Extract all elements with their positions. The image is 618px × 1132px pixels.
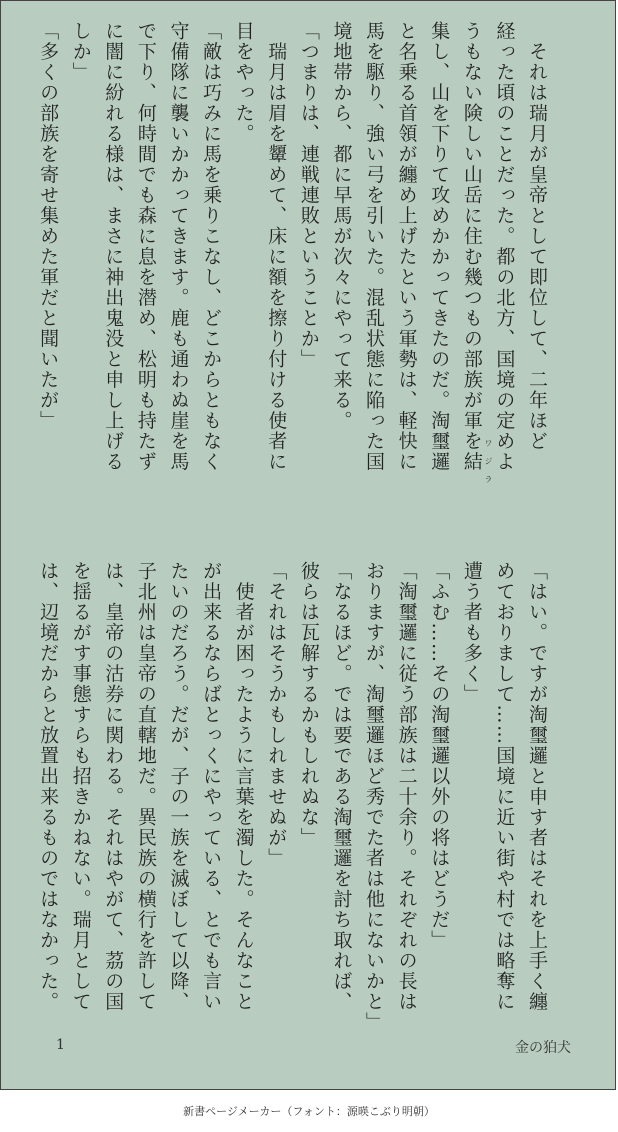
text-column: が出来るならばとっくにやっている、とでも言い bbox=[200, 561, 223, 1012]
text-column: で下り、何時間でも森に息を潜め、松明も持たず bbox=[134, 21, 157, 472]
text-column: 守備隊に襲いかかってきます。鹿も通わぬ崖を馬 bbox=[167, 21, 190, 472]
lower-text-block bbox=[32, 561, 554, 1033]
text-column: 馬を駆り、強い弓を引いた。混乱状態に陥った国 bbox=[363, 21, 386, 472]
text-column: 「敵は巧みに馬を乗りこなし、どこからともなく bbox=[200, 21, 223, 472]
text-column: 「つまりは、連戦連敗ということか」 bbox=[297, 21, 320, 370]
text-column: 境地帯から、都に早馬が次々にやって来る。 bbox=[330, 21, 353, 431]
text-column: それは瑞月が皇帝として即位して、二年ほど bbox=[526, 21, 548, 452]
text-column: 目をやった。 bbox=[232, 21, 255, 144]
text-column: は、皇帝の沽券に関わる。それはやがて、茘の国 bbox=[102, 561, 125, 1012]
text-column: 遭う者も多く」 bbox=[460, 561, 483, 705]
text-column: 「多くの部族を寄せ集めた軍だと聞いたが」 bbox=[37, 21, 60, 431]
text-column: うもない険しい山岳に住む幾つもの部族が軍を結 bbox=[460, 21, 483, 472]
text-column: 瑞月は眉を顰めて、床に額を擦り付ける使者に bbox=[265, 21, 288, 472]
text-column: たいのだろう。だが、子の一族を滅ぼして以降、 bbox=[167, 561, 190, 1012]
text-column: 「淘璽邏に従う部族は二十余り。それぞれの長は bbox=[395, 561, 418, 1012]
text-column: しか」 bbox=[69, 21, 92, 83]
text-column: 「ふむ……その淘璽邏以外の将はどうだ」 bbox=[428, 561, 451, 951]
text-column: は、辺境だからと放置出来るものではなかった。 bbox=[37, 561, 60, 1012]
text-column: 集し、山を下りて攻めかかってきたのだ。淘璽邏 bbox=[428, 21, 451, 472]
ruby-annotation: ワジラ bbox=[484, 439, 493, 493]
text-column: に闇に紛れる様は、まさに神出鬼没と申し上げる bbox=[102, 21, 125, 472]
text-column: 「なるほど。では要である淘璽邏を討ち取れば、 bbox=[330, 561, 353, 1012]
book-title: 金の狛犬 bbox=[515, 1040, 571, 1056]
page-number: 1 bbox=[56, 1037, 65, 1053]
text-column: と名乗る首領が纏め上げたという軍勢は、軽快に bbox=[395, 21, 418, 472]
text-column: 経った頃のことだった。都の北方、国境の定めよ bbox=[493, 21, 516, 472]
text-column: を揺るがす事態すらも招きかねない。瑞月として bbox=[69, 561, 92, 1012]
text-column: 「はい。ですが淘璽邏と申す者はそれを上手く纏 bbox=[526, 561, 548, 1012]
text-column: 使者が困ったように言葉を濁した。そんなこと bbox=[232, 561, 255, 1012]
footer-credit: 新書ページメーカー（フォント：源暎こぶり明朝） bbox=[183, 1105, 435, 1118]
text-column: 彼らは瓦解するかもしれぬな」 bbox=[297, 561, 320, 848]
upper-text-block bbox=[32, 21, 554, 541]
text-column: 「それはそうかもしれませぬが」 bbox=[265, 561, 288, 869]
text-column: めておりまして……国境に近い街や村では略奪に bbox=[493, 561, 516, 1012]
text-column: おりますが、淘璽邏ほど秀でた者は他にないかと」 bbox=[363, 561, 386, 1033]
text-column: 子北州は皇帝の直轄地だ。異民族の横行を許して bbox=[134, 561, 157, 1012]
